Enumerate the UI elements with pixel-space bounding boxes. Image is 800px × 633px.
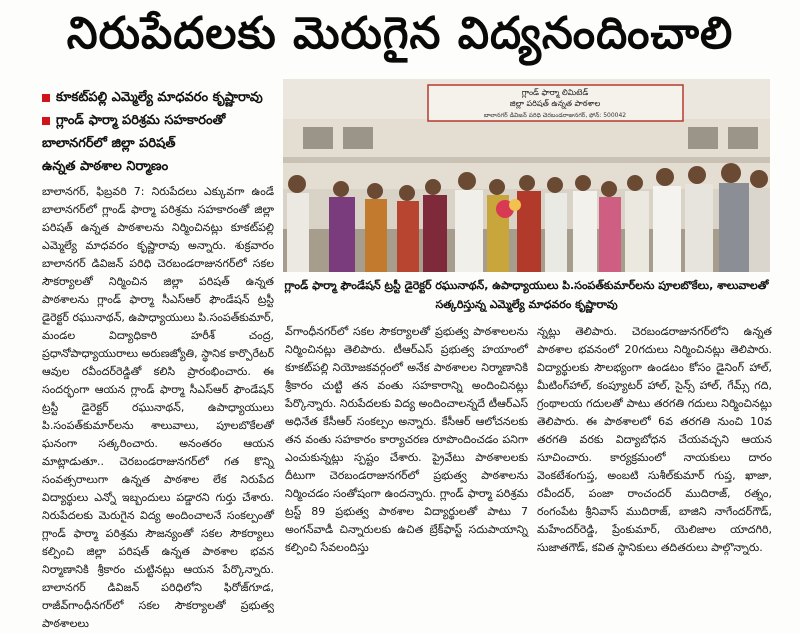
bullet-text: బాలానగర్‌లో జిల్లా పరిషత్ xyxy=(42,136,176,151)
school-inauguration-photo xyxy=(283,79,770,272)
sign-text-line2: జిల్లా పరిషత్ ఉన్నత పాఠశాల xyxy=(509,99,601,108)
bullet-text: ఉన్నత పాఠశాల నిర్మాణం xyxy=(42,159,169,174)
article-paragraph: న్నట్లు తెలిపారు. చెరబండరాజునగర్‌లోని ఉన్నత పాఠశాల భవనంలో 20గదులు నిర్మించినట్లు తెలిపారు. విద్యార్థులకు సౌలభ్యంగా ఉండటం కోసం డైనింగ్ హాల్, మీటింగ్‌హాల్, కంప్యూటర్ హాల్, సైన్స్ హాల్, గేమ్స్ గది, గ్రంథాలయ గదులతో పాటు తరగతి గదులు నిర్మించినట్లు తెలిపారు. ఈ పాఠశాలలో 6వ తరగతి నుంచి 10వ తరగతి వరకు విద్యాబోధన చేయవచ్చని ఆయన సూచించారు. కార్యక్రమంలో నాయకులు దారం వెంకటేశంగుప్త, అంబటి సుశీల్‌కుమార్ గుప్త, ఖాజా, రవీందర్, పంజా రాంచందర్ ముదిరాజ్, రత్నం, రంగంపేట శ్రీనివాస్ ముదిరాజ్, బాజిని నాగేందర్‌గౌడ్, మహేందర్‌రెడ్డి, ప్రేంకుమార్, యెలిజాల యాదగిరి, సుజాతగౌడ్, కవిత స్థానికులు తదితరులు పాల్గొన్నారు. xyxy=(537,325,772,554)
bullet-item-continued xyxy=(42,155,277,178)
article-paragraph: బాలానగర్, ఫిబ్రవరి 7: నిరుపేదలు ఎక్కువగా ఉండే బాలానగర్‌లో గ్లాండ్ ఫార్మా పరిశ్రమ సహకారంతో జిల్లా పరిషత్ ఉన్నత పాఠశాలను నిర్మించినట్లు కూకట్‌పల్లి ఎమ్మెల్యే మాధవరం కృష్ణారావు అన్నారు. శుక్రవారం బాలానగర్ డివిజన్ పరిధి చెరబండరాజునగర్‌లో సకల సౌకర్యాలతో నిర్మించిన జిల్లా పరిషత్ ఉన్నత పాఠశాలను గ్లాండ్ ఫార్మా సీఎస్‌ఆర్ ఫౌండేషన్ ట్రస్టీ డైరెక్టర్ రఘునాథన్, ఉపాధ్యాయులు పి.సంపత్‌కుమార్, మండల విద్యాధికారి హరీశ్ చంద్ర, ప్రధానోపాధ్యాయురాలు అరుణజ్యోతి, స్థానిక కార్పొరేటర్ ఆవుల రవీందర్‌రెడ్డితో కలిసి ప్రారంభించారు. ఈ సందర్భంగా ఆయన గ్లాండ్ ఫార్మా సీఎస్‌ఆర్ ఫౌండేషన్ ట్రస్టీ డైరెక్టర్ రఘునాథన్, ఉపాధ్యాయులు పి.సంపత్‌కుమార్‌లను శాలువాలు, పూలబొకేలతో ఘనంగా సత్కరించారు. అనంతరం ఆయన మాట్లాడుతూ.. చెరబండరాజునగర్‌లో గత కొన్ని సంవత్సరాలుగా ఉన్నత పాఠశాల లేక నిరుపేద విద్యార్థులు ఎన్నో ఇబ్బందులు పడ్డారని గుర్తు చేశారు. నిరుపేదలకు మెరుగైన విద్య అందించాలనే సంకల్పంతో గ్లాండ్ ఫార్మా పరిశ్రమ సౌజన్యంతో సకల సౌకర్యాలు కల్పించి జిల్లా పరిషత్ ఉన్నత పాఠశాల భవన నిర్మాణానికి శ్రీకారం చుట్టినట్లు ఆయన పేర్కొన్నారు. బాలానగర్ డివిజన్ పరిధిలోని ఫిరోజ్‌గూడ, రాజీవ్‌గాంధీనగర్‌లో సకల సౌకర్యాలతో ప్రభుత్వ పాఠశాలలు xyxy=(42,185,274,630)
sign-text-line3: బాలానగర్ డివిజన్ పరిధి చెరబండరాజునగర్, ఫోన్: 500042 xyxy=(483,112,627,119)
subheadline-bullets xyxy=(42,86,277,178)
article-column-2 xyxy=(285,323,528,553)
bullet-text: గ్లాండ్ ఫార్మా పరిశ్రమ సహకారంతో xyxy=(56,113,226,128)
article-column-3 xyxy=(537,323,772,553)
bullet-item xyxy=(42,86,277,109)
article-paragraph: వ్‌గాంధీనగర్‌లో సకల సౌకర్యాలతో ప్రభుత్వ పాఠశాలలను నిర్మించినట్లు తెలిపారు. టీఆర్ఎస్ ప్రభుత్వ హయాంలో కూకట్‌పల్లి నియోజకవర్గంలో అనేక పాఠశాలల నిర్మాణానికి శ్రీకారం చుట్టి తన వంతు సహకారాన్ని అందించినట్లు పేర్కొన్నారు. నిరుపేదలకు విద్య అందించాలన్నదే టీఆర్ఎస్ అధినేత కేసీఆర్ సంకల్పం అన్నారు. కేసీఆర్ ఆలోచనలకు తన వంతు సహకారం కార్యాచరణ రూపొందించడం పనిగా ఎంచుకున్నట్లు స్పష్టం చేశారు. ప్రైవేటు పాఠశాలలకు దీటుగా చెరబండరాజునగర్‌లో ప్రభుత్వ పాఠశాలను నిర్మించడం సంతోషంగా ఉందన్నారు. గ్లాండ్ ఫార్మా పరిశ్రమ ట్రస్ట్ 89 ప్రభుత్వ పాఠశాల విద్యార్థులతో పాటు 7 అంగన్‌వాడీ చిన్నారులకు ఉచిత బ్రేక్‌ఫాస్ట్ సదుపాయాన్ని కల్పించి సేవలందిస్తు xyxy=(285,325,528,554)
bullet-item xyxy=(42,109,277,132)
bullet-item-continued xyxy=(42,132,277,155)
news-photo xyxy=(283,79,770,272)
bullet-text: కూకట్‌పల్లి ఎమ్మెల్యే మాధవరం కృష్ణారావు xyxy=(56,90,263,105)
red-square-bullet-icon xyxy=(42,117,50,125)
sign-text-line1: గ్లాండ్ ఫార్మా లిమిటెడ్ xyxy=(521,88,589,97)
red-square-bullet-icon xyxy=(42,94,50,102)
photo-caption: గ్లాండ్ ఫార్మా ఫౌండేషన్ ట్రస్టీ డైరెక్టర్ రఘునాథన్, ఉపాధ్యాయులు పి.సంపత్‌కుమార్‌లను పూలబొకేలు, శాలువాలతో సత్కరిస్తున్న ఎమ్మెల్యే మాధవరం కృష్ణారావు xyxy=(284,279,769,311)
headline: నిరుపేదలకు మెరుగైన విద్యనందించాలి xyxy=(66,8,734,59)
article-column-1 xyxy=(42,183,274,630)
